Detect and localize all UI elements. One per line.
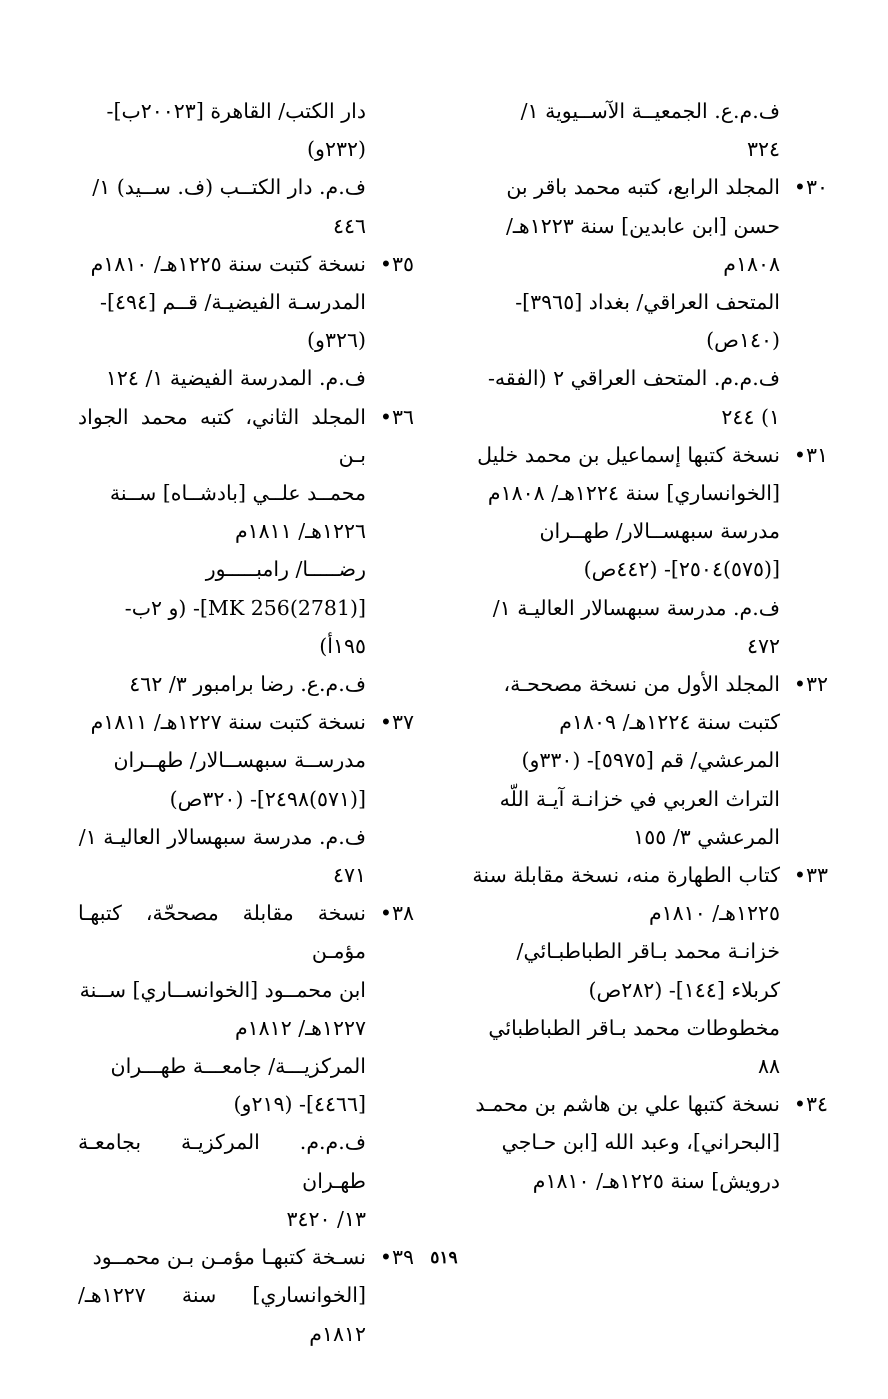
entry-number: ٣٤• (793, 1092, 828, 1117)
bibliography-entry (452, 168, 828, 435)
entry-line: ١٩٥أ) (319, 633, 366, 658)
bibliography-entry (452, 856, 828, 1085)
entry-number: ٣٠• (793, 175, 828, 200)
entry-line: ابن محمــود [الخوانســاري] ســنة (79, 977, 366, 1002)
bibliography-entry (452, 1085, 828, 1200)
entry-line: ١) ٢٤٤ (721, 404, 780, 429)
page-number: ٥١٩ (430, 1248, 458, 1268)
entry-line: ف.م. دار الكتــب (ف. ســيد) ١/ (92, 175, 366, 200)
entry-line: التراث العربي في خزانـة آيـة اللّه (499, 786, 780, 811)
entry-number: ٣١• (793, 442, 828, 467)
entry-line: [(٥٧٥)٢٥٠٤]- (٤٤٢ص) (583, 557, 780, 582)
entry-line: مدرسة سبهســالار/ طهــران (539, 519, 780, 544)
entry-line: محمــد علــي [بادشــاه] ســنة (109, 481, 366, 506)
entry-number: ٣٢• (793, 672, 828, 697)
entry-line: ١٢٢٥هـ/ ١٨١٠م (648, 901, 780, 926)
left-column (78, 92, 414, 1353)
entry-line: [MK 256(2781)]- (و ٢ب- (124, 595, 366, 620)
entry-line: [٤٤٦٦]- (٢١٩و) (233, 1092, 366, 1117)
entry-line: ف.م. مدرسة سبهسالار العاليـة ١/ (78, 824, 366, 849)
entry-line: نسخة مقابلة مصححّة، كتبهـا مؤمـن (78, 901, 366, 964)
entry-line: (٢٣٢و) (307, 137, 366, 162)
bibliography-entry (78, 398, 414, 704)
entry-line: ٤٧١ (332, 863, 366, 888)
bibliography-entry (452, 436, 828, 665)
entry-number: ٣٣• (793, 863, 828, 888)
entry-line: ف.م.ع. الجمعيــة الآســيوية ١/ (520, 99, 780, 123)
entry-continuation (78, 92, 414, 245)
entry-line: (١٤٠ص) (706, 328, 780, 353)
bibliography-entry (452, 665, 828, 856)
entry-line: (٣٢٦و) (307, 328, 366, 353)
entry-line: كتبت سنة ١٢٢٤هـ/ ١٨٠٩م (559, 710, 780, 735)
entry-line: ف.م.م. المتحف العراقي ٢ (الفقه- (487, 366, 780, 391)
entry-line: ١٣/ ٣٤٢٠ (286, 1206, 366, 1231)
entry-line: ١٢٢٦هـ/ ١٨١١م (234, 519, 366, 544)
entry-line: كربلاء [١٤٤]- (٢٨٢ص) (588, 977, 780, 1002)
entry-line: نسخة كتبها إسماعيل بن محمد خليل (477, 442, 780, 467)
entry-line: رضـــــا/ رامبـــــور (205, 557, 366, 582)
right-column (452, 92, 828, 1200)
entry-number: ٣٩• (379, 1245, 414, 1270)
entry-line: ف.م. مدرسة سبهسالار العاليـة ١/ (492, 595, 780, 620)
entry-line: ف.م. المدرسة الفيضية ١/ ١٢٤ (105, 366, 366, 391)
entry-line: ٣٢٤ (746, 137, 780, 162)
entry-line: [البحراني]، وعبد الله [ابن حـاجي (501, 1130, 780, 1155)
entry-line: ف.م.ع. رضا برامبور ٣/ ٤٦٢ (129, 672, 366, 697)
entry-line: المجلد الثاني، كتبه محمد الجواد بـن (78, 404, 366, 467)
entry-line: مخطوطات محمد بـاقر الطباطبائي (488, 1015, 780, 1040)
entry-line: [الخوانساري] سنة ١٢٢٤هـ/ ١٨٠٨م (487, 481, 780, 506)
entry-number: ٣٨• (379, 901, 414, 926)
entry-line: المرعشي/ قم [٥٩٧٥]- (٣٣٠و) (521, 748, 780, 773)
entry-line: نسخة كتبها علي بن هاشم بن محمـد (475, 1092, 780, 1117)
entry-line: حسن [ابن عابدين] سنة ١٢٢٣هـ/ (505, 213, 780, 238)
entry-line: نسخة كتبت سنة ١٢٢٧هـ/ ١٨١١م (90, 710, 366, 735)
bibliography-entry (78, 245, 414, 398)
entry-line: المجلد الرابع، كتبه محمد باقر بن (506, 175, 780, 200)
entry-line: كتاب الطهارة منه، نسخة مقابلة سنة (472, 863, 780, 888)
entry-line: المرعشي ٣/ ١٥٥ (633, 824, 780, 849)
entry-number: ٣٧• (379, 710, 414, 735)
entry-line: [(٥٧١)٢٤٩٨]- (٣٢٠ص) (169, 786, 366, 811)
entry-line: المجلد الأول من نسخة مصححـة، (503, 672, 780, 697)
entry-line: ف.م.م. المركزيـة بجامعـة طهـران (78, 1130, 366, 1193)
bibliography-entry (78, 894, 414, 1238)
bibliography-entry (78, 703, 414, 894)
entry-line: درويش] سنة ١٢٢٥هـ/ ١٨١٠م (532, 1168, 780, 1193)
entry-line: خزانـة محمد بـاقر الطباطبـائي/ (516, 939, 780, 964)
entry-number: ٣٥• (379, 251, 414, 276)
entry-line: [الخوانساري] سنة ١٢٢٧هـ/ ١٨١٢م (78, 1283, 366, 1346)
entry-line: ١٢٢٧هـ/ ١٨١٢م (234, 1015, 366, 1040)
entry-line: المتحف العراقي/ بغداد [٣٩٦٥]- (515, 290, 780, 315)
entry-line: ٤٤٦ (332, 213, 366, 238)
entry-line: ٤٧٢ (746, 633, 780, 658)
entry-number: ٣٦• (379, 404, 414, 429)
entry-line: المركزيـــة/ جامعـــة طهـــران (110, 1054, 366, 1079)
entry-line: ١٨٠٨م (723, 251, 780, 276)
entry-line: ٨٨ (757, 1054, 780, 1079)
entry-line: دار الكتب/ القاهرة [٢٠٠٢٣ب]- (106, 99, 366, 123)
entry-line: المدرسـة الفيضيـة/ قــم [٤٩٤]- (100, 290, 366, 315)
entry-line: نسـخة كتبهـا مؤمـن بـن محمــود (92, 1245, 366, 1270)
entry-line: مدرســة سبهســالار/ طهــران (113, 748, 366, 773)
entry-line: نسخة كتبت سنة ١٢٢٥هـ/ ١٨١٠م (90, 251, 366, 276)
entry-continuation (452, 92, 828, 168)
